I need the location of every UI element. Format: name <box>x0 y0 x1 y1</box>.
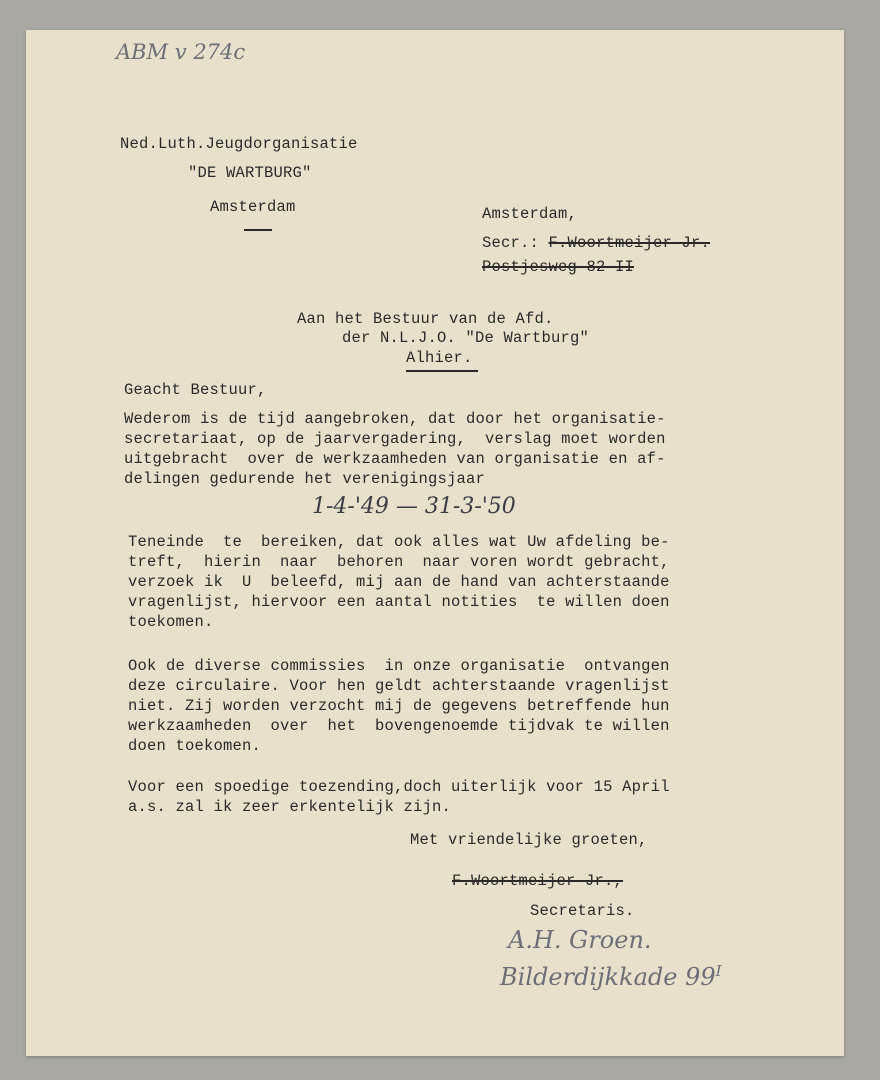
signer-title: Secretaris. <box>530 902 635 920</box>
recipient-underline <box>406 370 478 372</box>
paragraph-2 <box>128 532 670 632</box>
recipient-line-2: der N.L.J.O. "De Wartburg" <box>342 329 590 347</box>
paragraph-line: secretariaat, op de jaarvergadering, verslag moet worden <box>124 430 666 448</box>
org-city: Amsterdam <box>210 198 296 216</box>
paragraph-line: Teneinde te bereiken, dat ook alles wat Uw afdeling be- <box>128 533 670 551</box>
handwritten-address-text: Bilderdijkkade 99 <box>500 963 716 991</box>
recipient-line-1: Aan het Bestuur van de Afd. <box>297 310 554 328</box>
paragraph-line: vragenlijst, hiervoor een aantal notities te willen doen <box>128 593 670 611</box>
paragraph-1 <box>124 409 666 489</box>
paragraph-line: werkzaamheden over het bovengenoemde tijdvak te willen <box>128 717 670 735</box>
paragraph-line: delingen gedurende het verenigingsjaar <box>124 470 486 488</box>
paragraph-line: Wederom is de tijd aangebroken, dat door het organisatie- <box>124 410 666 428</box>
paragraph-4 <box>128 777 670 817</box>
paragraph-line: treft, hierin naar behoren naar voren wordt gebracht, <box>128 553 670 571</box>
secr-label: Secr.: <box>482 234 549 252</box>
paragraph-line: deze circulaire. Voor hen geldt achterstaande vragenlijst <box>128 677 670 695</box>
handwritten-address <box>500 962 722 991</box>
org-name: Ned.Luth.Jeugdorganisatie <box>120 135 358 153</box>
recipient-line-3: Alhier. <box>406 349 473 367</box>
signer-name-struck: F.Woortmeijer Jr., <box>452 872 624 890</box>
sender-address: Postjesweg 82-II <box>482 258 635 276</box>
secr-name-struck: F.Woortmeijer Jr. <box>548 234 711 252</box>
closing: Met vriendelijke groeten, <box>410 831 648 849</box>
sender-secretary <box>482 233 710 253</box>
paragraph-line: a.s. zal ik zeer erkentelijk zijn. <box>128 798 452 816</box>
letterhead-divider <box>244 229 272 231</box>
paragraph-line: toekomen. <box>128 613 214 631</box>
paragraph-line: Ook de diverse commissies in onze organisatie ontvangen <box>128 657 670 675</box>
handwritten-name: A.H. Groen. <box>508 926 652 954</box>
handwritten-period: 1-4-'49 — 31-3-'50 <box>312 494 516 519</box>
handwritten-address-floor: I <box>715 962 722 980</box>
salutation: Geacht Bestuur, <box>124 381 267 399</box>
archive-reference: ABM v 274c <box>116 40 246 64</box>
paragraph-line: doen toekomen. <box>128 737 262 755</box>
paragraph-line: niet. Zij worden verzocht mij de gegevens betreffende hun <box>128 697 670 715</box>
org-title: "DE WARTBURG" <box>188 164 312 182</box>
sender-city: Amsterdam, <box>482 205 578 223</box>
paragraph-3 <box>128 656 670 756</box>
paragraph-line: Voor een spoedige toezending,doch uiterlijk voor 15 April <box>128 778 670 796</box>
paragraph-line: verzoek ik U beleefd, mij aan de hand van achterstaande <box>128 573 670 591</box>
paragraph-line: uitgebracht over de werkzaamheden van organisatie en af- <box>124 450 666 468</box>
